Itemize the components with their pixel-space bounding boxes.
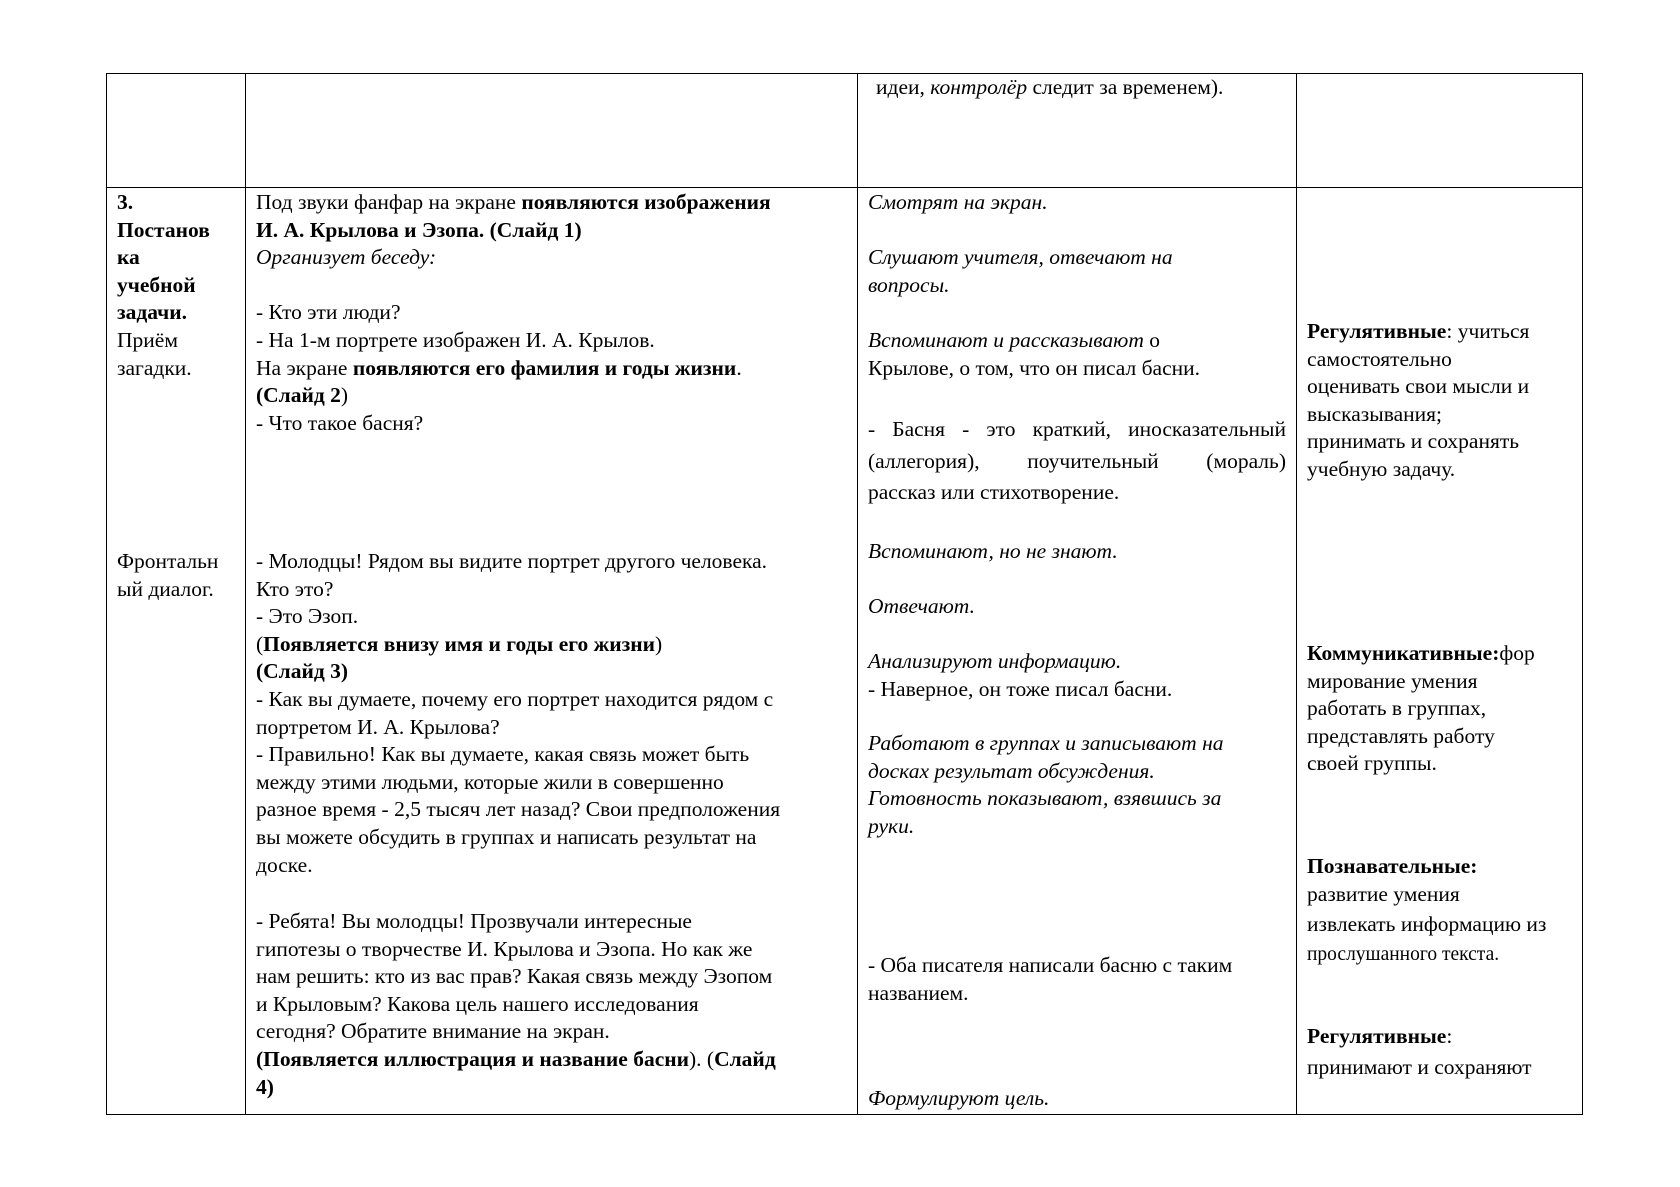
teacher-text: сегодня? Обратите внимание на экран. — [256, 1019, 610, 1044]
students-text: Вспоминают, но не знают. — [868, 539, 1118, 563]
students-text: - Оба писателя написали басню с таким — [868, 953, 1233, 977]
teacher-text: - Ребята! Вы молодцы! Прозвучали интересные — [256, 909, 692, 933]
uud-text: прослушанного текста. — [1307, 944, 1500, 965]
uud-cell — [1297, 74, 1583, 187]
teacher-text: разное время - 2,5 тысяч лет назад? Свои предположения — [256, 797, 781, 822]
uud-text: извлекать информацию из — [1307, 912, 1547, 936]
students-text: рассказ или стихотворение. — [868, 480, 1120, 504]
teacher-text: - Это Эзоп. — [256, 604, 359, 629]
stage-cell — [107, 74, 246, 187]
teacher-text: - Что такое басня? — [256, 410, 424, 435]
stage-method: Приём — [117, 328, 178, 352]
students-text: досках результат обсуждения. — [868, 758, 1155, 783]
uud-text: мирование умения — [1307, 668, 1478, 693]
uud-cell — [1297, 188, 1583, 1114]
teacher-text: и Крыловым? Какова цель нашего исследования — [256, 991, 699, 1016]
students-text: Слушают учителя, отвечают на — [868, 245, 1173, 270]
teacher-text: доске. — [256, 852, 313, 877]
students-text: Работают в группах и записывают на — [868, 731, 1224, 755]
uud-text: Регулятивные: — [1307, 1024, 1453, 1048]
teacher-text: - Кто эти люди? — [256, 300, 401, 325]
uud-text: принимают и сохраняют — [1307, 1055, 1532, 1079]
uud-text: Коммуникативные:фор — [1307, 641, 1535, 665]
teacher-text: Под звуки фанфар на экране появляются изображения — [256, 190, 771, 214]
uud-text: принимать и сохранять — [1307, 429, 1520, 454]
students-text: Готовность показывают, взявшись за — [868, 786, 1222, 811]
teacher-text: 4) — [256, 1074, 274, 1099]
uud-text: развитие умения — [1307, 882, 1460, 906]
lesson-table — [106, 73, 1583, 1115]
uud-text: Познавательные: — [1307, 854, 1478, 878]
students-text: Формулируют цель. — [868, 1086, 1050, 1110]
students-text: Отвечают. — [868, 594, 975, 618]
students-text: названием. — [868, 980, 969, 1005]
teacher-text: И. А. Крылова и Эзопа. (Слайд 1) — [256, 217, 582, 242]
teacher-text: Кто это? — [256, 576, 334, 601]
students-cell — [858, 188, 1297, 1114]
teacher-text: (Появляется внизу имя и годы его жизни) — [256, 631, 663, 656]
teacher-cell — [246, 74, 858, 187]
students-text: вопросы. — [868, 272, 950, 297]
stage-title: учебной — [117, 272, 196, 297]
students-cell — [858, 74, 1297, 187]
students-text: Смотрят на экран. — [868, 190, 1048, 214]
teacher-text: (Появляется иллюстрация и название басни). (Слайд — [256, 1047, 776, 1071]
teacher-text: вы можете обсудить в группах и написать результат на — [256, 825, 757, 849]
teacher-text: нам решить: кто из вас прав? Какая связь между Эзопом — [256, 964, 773, 989]
students-text: идеи, контролёр следит за временем). — [876, 75, 1224, 99]
stage-title: ка — [117, 245, 140, 270]
uud-text: работать в группах, — [1307, 696, 1487, 721]
uud-text: представлять работу — [1307, 723, 1495, 748]
teacher-text: На экране появляются его фамилия и годы жизни. — [256, 355, 742, 380]
table-row-continuation — [106, 73, 1583, 188]
stage-cell — [107, 188, 246, 1114]
students-text: Вспоминают и рассказывают о — [868, 328, 1160, 352]
teacher-text: (Слайд 2) — [256, 383, 349, 408]
teacher-text: Организует беседу: — [256, 245, 437, 270]
students-text: (аллегория), поучительный (мораль) — [868, 448, 1286, 473]
teacher-text: (Слайд 3) — [256, 659, 349, 684]
students-text: руки. — [868, 813, 915, 838]
stage-method: Фронтальн — [117, 549, 219, 573]
uud-text: самостоятельно — [1307, 346, 1452, 371]
uud-text: Регулятивные: учиться — [1307, 319, 1530, 343]
teacher-text: - Как вы думаете, почему его портрет находится рядом с — [256, 687, 774, 711]
teacher-text: портретом И. А. Крылова? — [256, 714, 500, 739]
students-text: Анализируют информацию. — [868, 649, 1122, 673]
teacher-text: - Правильно! Как вы думаете, какая связь может быть — [256, 742, 750, 767]
stage-title: Постанов — [117, 217, 210, 242]
teacher-text: - Молодцы! Рядом вы видите портрет другого человека. — [256, 549, 768, 573]
students-text: Крылове, о том, что он писал басни. — [868, 355, 1201, 380]
stage-title: задачи. — [117, 300, 188, 325]
teacher-text: гипотезы о творчестве И. Крылова и Эзопа. Но как же — [256, 936, 753, 961]
teacher-cell — [246, 188, 858, 1114]
uud-text: учебную задачу. — [1307, 457, 1456, 481]
uud-text: своей группы. — [1307, 751, 1437, 776]
stage-number: 3. — [117, 190, 134, 214]
teacher-text: - На 1-м портрете изображен И. А. Крылов. — [256, 328, 655, 352]
uud-text: оценивать свои мысли и — [1307, 374, 1530, 399]
table-row-stage-3 — [106, 187, 1583, 1115]
uud-text: высказывания; — [1307, 401, 1443, 426]
students-text: - Басня - это краткий, иносказательный — [868, 417, 1286, 441]
teacher-text: между этими людьми, которые жили в совершенно — [256, 769, 724, 794]
stage-method: загадки. — [117, 355, 192, 380]
stage-method: ый диалог. — [117, 576, 214, 601]
students-text: - Наверное, он тоже писал басни. — [868, 676, 1173, 701]
